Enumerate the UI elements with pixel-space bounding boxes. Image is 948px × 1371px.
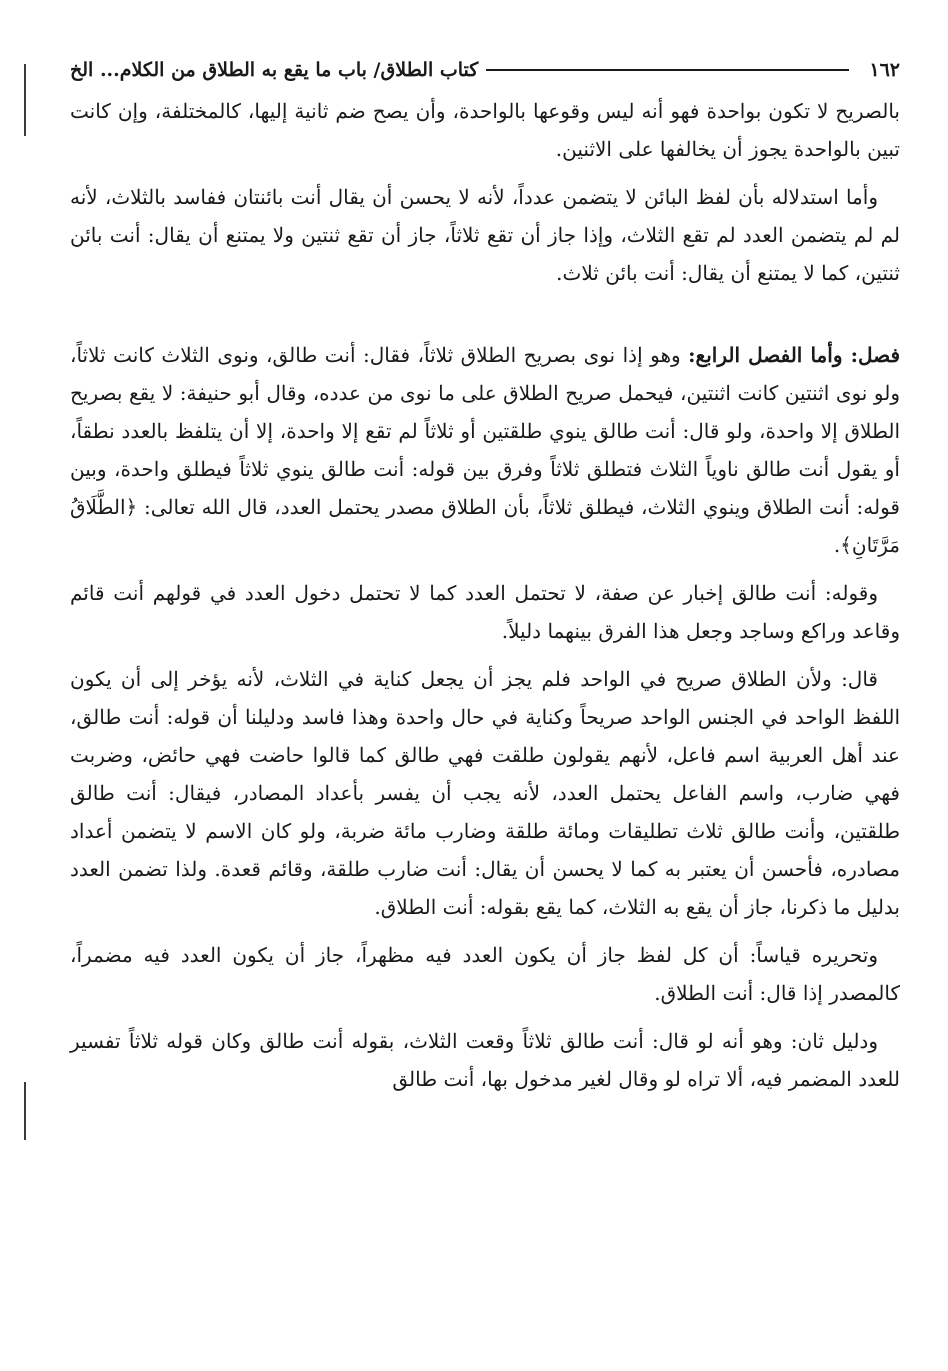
paragraph-2: وأما استدلاله بأن لفظ البائن لا يتضمن عدداً، لأنه لا يحسن أن يقال أنت بائنتان ففاسد بالثلاث، لأنه لم لم يتضمن العدد لم تقع الثلاث، وإذا جاز أن تقع ثلاثاً، جاز أن تقع ثنتين ولا يمتنع أن يقال: أنت بائن ثنتين، كما لا يمتنع أن يقال: أنت بائن ثلاث. bbox=[70, 185, 900, 285]
paragraph-4: وقوله: أنت طالق إخبار عن صفة، لا تحتمل العدد كما لا تحتمل دخول العدد في قولهم أنت قائم وقاعد وراكع وساجد وجعل هذا الفرق بينهما دليلاً. bbox=[70, 581, 900, 643]
paragraph-5: قال: ولأن الطلاق صريح في الواحد فلم يجز أن يجعل كناية في الثلاث، لأنه يؤخر إلى أن يكون اللفظ الواحد في الجنس الواحد صريحاً وكناية في حال واحدة وهذا فاسد ودليلنا أن قوله: أنت طالق، عند أهل العربية اسم فاعل، لأنهم يقولون طلقت فهي طالق كما قالوا حاضت فهي حائض، وضربت فهي ضارب، واسم الفاعل يحتمل العدد، لأنه يجب أن يفسر بأعداد المصادر، فيقال: أنت طالق طلقتين، وأنت طالق ثلاث تطليقات ومائة طلقة وضارب مائة ضربة، ولو كان الاسم لا يتضمن أعداد مصادره، فأحسن أن يعتبر به كما لا يحسن أن يقال: أنت ضارب طلقة، وقائم قعدة. ولذا تضمن العدد بدليل ما ذكرنا، جاز أن يقع به الثلاث، كما يقع بقوله: أنت الطلاق. bbox=[70, 667, 900, 919]
header-rule bbox=[486, 69, 849, 71]
margin-mark-top bbox=[24, 64, 26, 136]
page-number: ١٦٢ bbox=[869, 59, 900, 81]
paragraph-1: بالصريح لا تكون بواحدة فهو أنه ليس وقوعها بالواحدة، وأن يصح ضم ثانية إليها، كالمختلفة، وإن كانت تبين بالواحدة يجوز أن يخالفها على الاثنين. bbox=[70, 99, 900, 161]
book-page bbox=[70, 48, 900, 1098]
page-header bbox=[70, 48, 900, 92]
fasl-body: وهو إذا نوى بصريح الطلاق ثلاثاً، فقال: أنت طالق، ونوى الثلاث كانت ثلاثاً، ولو نوى اثنتين كانت اثنتين، فيحمل صريح الطلاق على ما نوى من عدده، وقال أبو حنيفة: لا يقع بصريح الطلاق إلا واحدة، ولو قال: أنت طالق ينوي طلقتين أو ثلاثاً لم تقع إلا واحدة، إلا أن يتلفظ بالعدد نطقاً، أو يقول أنت طالق ناوياً الثلاث فتطلق ثلاثاً وفرق بين قوله: أنت طالق ينوي ثلاثاً فيطلق واحدة، وبين قوله: أنت الطلاق وينوي الثلاث، فيطلق ثلاثاً، بأن الطلاق مصدر يحتمل العدد، قال الله تعالى: ﴿الطَّلَاقُ مَرَّتَانِ﴾. bbox=[70, 343, 900, 557]
paragraph-7: ودليل ثان: وهو أنه لو قال: أنت طالق ثلاثاً وقعت الثلاث، بقوله أنت طالق وكان قوله ثلاثاً تفسير للعدد المضمر فيه، ألا تراه لو وقال لغير مدخول بها، أنت طالق bbox=[70, 1029, 900, 1091]
fasl-heading: فصل: وأما الفصل الرابع: bbox=[688, 343, 901, 367]
paragraph-fasl bbox=[70, 336, 900, 564]
paragraph-6: وتحريره قياساً: أن كل لفظ جاز أن يكون العدد فيه مظهراً، جاز أن يكون العدد فيه مضمراً، كالمصدر إذا قال: أنت الطلاق. bbox=[70, 943, 900, 1005]
running-title: كتاب الطلاق/ باب ما يقع به الطلاق من الكلام... الخ bbox=[70, 59, 479, 81]
margin-mark-bottom bbox=[24, 1082, 26, 1140]
